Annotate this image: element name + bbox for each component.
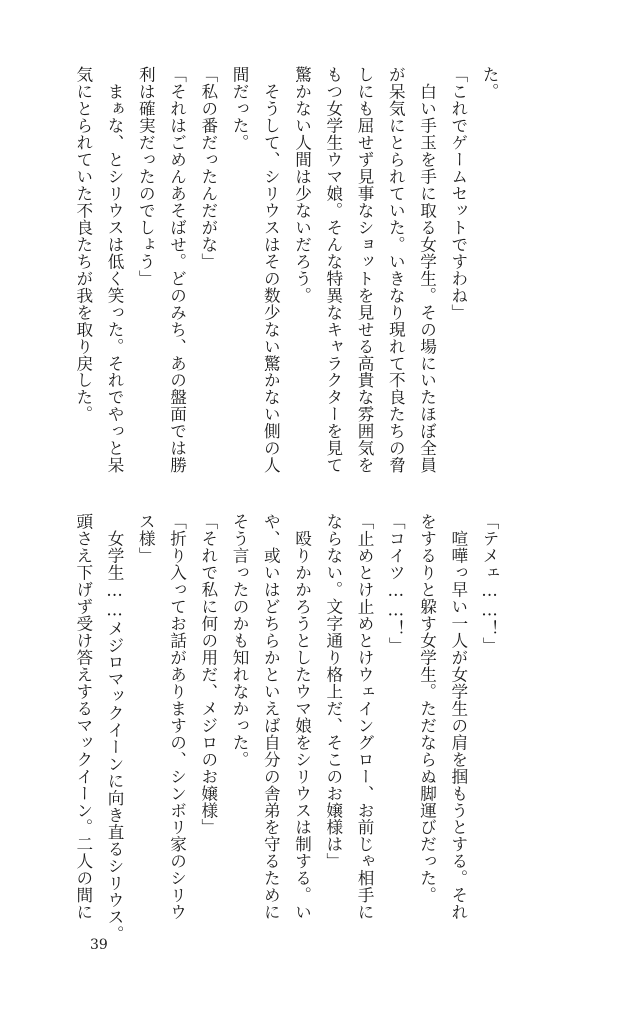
text-line: まぁな、とシリウスは低く笑った。それでやっと呆 <box>105 66 124 474</box>
text-line: をするりと躱す女学生。ただならぬ脚運びだった。 <box>417 513 437 904</box>
upper-text-block <box>68 66 506 506</box>
text-line: 「折り入ってお話がありますの、シンボリ家のシリウ <box>167 513 187 921</box>
text-line: そうして、シリウスはその数少ない驚かない側の人 <box>261 66 281 474</box>
text-line: 「止めとけ止めとけウェイングロー、お前じゃ相手に <box>355 513 374 921</box>
text-line: 殴りかかろうとしたウマ娘をシリウスは制する。い <box>292 513 312 921</box>
text-line: や、或いはどちらかといえば自分の舎弟を守るために <box>261 513 281 921</box>
text-line: ス様」 <box>136 513 156 564</box>
text-line: 驚かない人間は少ないだろう。 <box>292 66 312 304</box>
text-line: 頭さえ下げず受け答えするマックイーン。二人の間に <box>73 513 93 921</box>
text-line: 「それで私に何の用だ、メジロのお嬢様」 <box>198 513 218 836</box>
text-line: そう言ったのかも知れなかった。 <box>230 513 249 768</box>
text-line: た。 <box>480 66 499 100</box>
text-line: 間だった。 <box>230 66 249 151</box>
lower-text-block <box>68 513 506 953</box>
text-line: 喧嘩っ早い一人が女学生の肩を掴もうとする。それ <box>448 513 468 921</box>
text-line: 「それはごめんあそばせ。どのみち、あの盤面では勝 <box>167 66 187 474</box>
text-line: 「私の番だったんだがな」 <box>198 66 218 270</box>
text-line: もつ女学生ウマ娘。そんな特異なキャラクターを見て <box>323 66 343 474</box>
page-number: 39 <box>90 937 108 953</box>
text-line: 女学生……メジロマックイーンに向き直るシリウス。 <box>105 513 124 943</box>
text-line: ならない。文字通り格上だ、そこのお嬢様は」 <box>323 513 343 870</box>
text-line: 「これでゲームセットですわね」 <box>448 66 468 321</box>
text-line: しにも屈せず見事なショットを見せる高貴な雰囲気を <box>355 66 374 474</box>
text-line: が呆気にとられていた。いきなり現れて不良たちの脅 <box>386 66 406 474</box>
text-line: 気にとられていた不良たちが我を取り戻した。 <box>73 66 93 423</box>
text-line: 利は確実だったのでしょう」 <box>136 66 156 287</box>
text-line: 「テメェ……！」 <box>480 513 499 654</box>
text-line: 白い手玉を手に取る女学生。その場にいたほぼ全員 <box>417 66 437 474</box>
text-line: 「コイツ……！」 <box>386 513 406 654</box>
